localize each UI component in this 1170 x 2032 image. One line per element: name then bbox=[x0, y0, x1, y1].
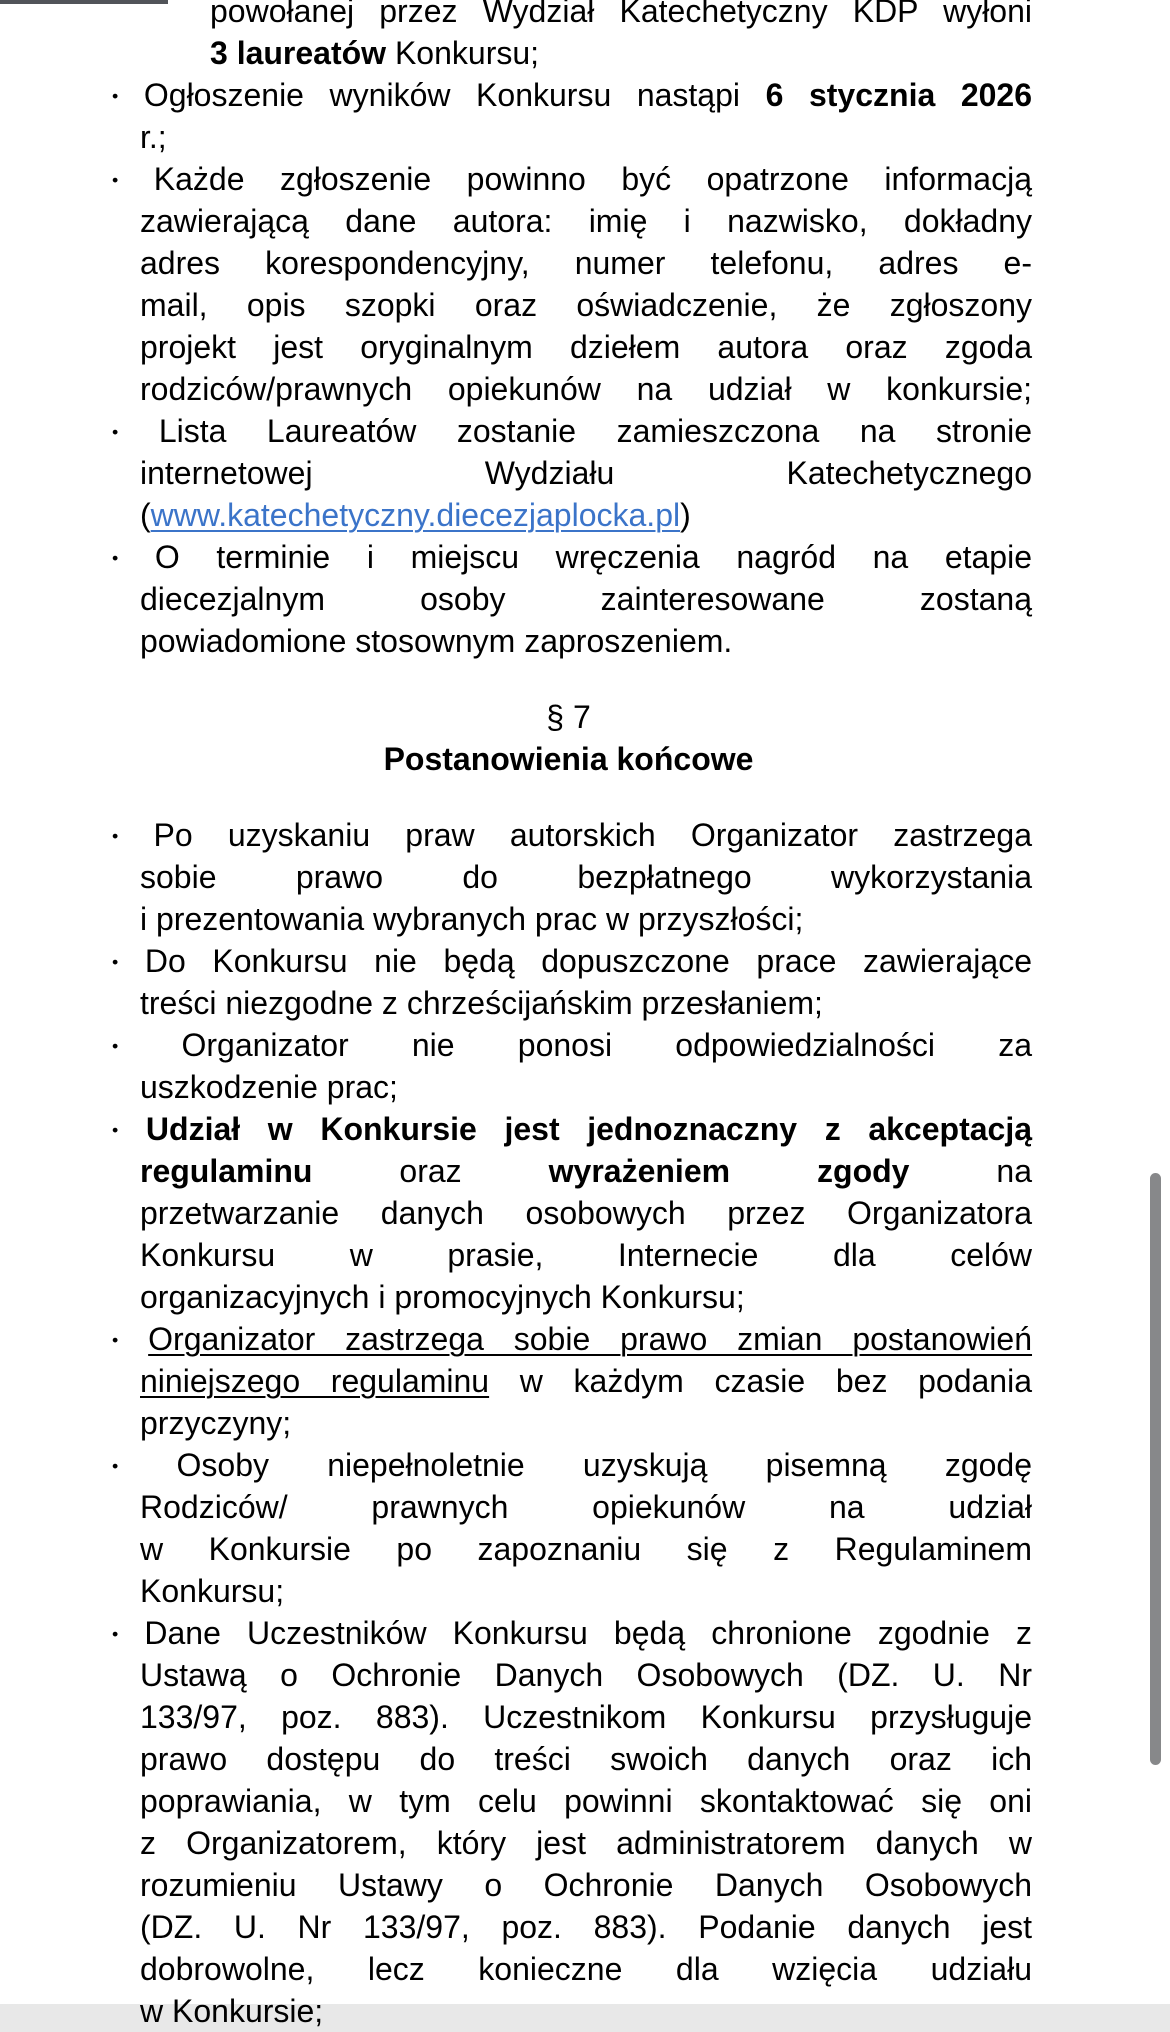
bullet-item-submission-info-line bbox=[105, 326, 1032, 368]
bullet-item-rule-changes-line bbox=[105, 1318, 1032, 1360]
blank-line bbox=[105, 780, 1032, 814]
text-segment: rozumieniu Ustawy o Ochronie Danych Osobowych bbox=[140, 1867, 1032, 1903]
bullet-item-data-protection-line bbox=[105, 1738, 1032, 1780]
text-segment: ( bbox=[140, 497, 151, 533]
bullet-item-minors-consent-line bbox=[105, 1486, 1032, 1528]
bullet-item-acceptance-line bbox=[105, 1192, 1032, 1234]
text-segment: w Konkursie; bbox=[140, 1993, 324, 2029]
bullet-item-awards-ceremony-line bbox=[105, 578, 1032, 620]
bullet-marker-icon: • bbox=[112, 1036, 119, 1057]
bullet-item-acceptance-line bbox=[105, 1150, 1032, 1192]
bullet-item-content-restrictions-line bbox=[105, 940, 1032, 982]
bullet-item-laureates-list-line bbox=[105, 410, 1032, 452]
bullet-item-data-protection-line bbox=[105, 1696, 1032, 1738]
text-segment: w każdym czasie bez podania bbox=[489, 1363, 1032, 1399]
text-segment: niniejszego regulaminu bbox=[140, 1363, 490, 1399]
text-segment: Rodziców/ prawnych opiekunów na udział bbox=[140, 1489, 1032, 1525]
blank-line bbox=[105, 662, 1032, 696]
text-segment: projekt jest oryginalnym dziełem autora oraz zgoda bbox=[140, 329, 1032, 365]
document-body bbox=[105, 0, 1032, 2032]
bullet-item-submission-info-line bbox=[105, 368, 1032, 410]
bullet-marker-icon: • bbox=[112, 952, 119, 973]
bullet-marker-icon: • bbox=[112, 548, 119, 569]
bullet-marker-icon: • bbox=[112, 1330, 119, 1351]
bullet-item-submission-info-line bbox=[105, 158, 1032, 200]
text-segment: i prezentowania wybranych prac w przyszłości; bbox=[140, 901, 804, 937]
bullet-item-submission-info-line bbox=[105, 242, 1032, 284]
bullet-item-data-protection-line bbox=[105, 1612, 1032, 1654]
section-number-line bbox=[105, 696, 1032, 738]
bullet-item-minors-consent-line bbox=[105, 1444, 1032, 1486]
text-segment: rodziców/prawnych opiekunów na udział w konkursie; bbox=[140, 371, 1032, 407]
text-segment: wyrażeniem zgody bbox=[548, 1153, 910, 1189]
bullet-item-results-line bbox=[105, 74, 1032, 116]
website-link[interactable]: www.katechetyczny.diecezjaplocka.pl bbox=[150, 497, 681, 533]
bullet-item-submission-info-line bbox=[105, 284, 1032, 326]
text-segment: sobie prawo do bezpłatnego wykorzystania bbox=[140, 859, 1032, 895]
text-segment: mail, opis szopki oraz oświadczenie, że zgłoszony bbox=[140, 287, 1032, 323]
text-segment: powiadomione stosownym zaproszeniem. bbox=[140, 623, 733, 659]
text-segment: (DZ. U. Nr 133/97, poz. 883). Podanie danych jest bbox=[140, 1909, 1032, 1945]
text-segment: powołanej przez Wydział Katechetyczny KDP wyłoni bbox=[210, 0, 1032, 29]
bullet-marker-icon: • bbox=[112, 1624, 119, 1645]
bullet-item-data-protection-line bbox=[105, 1822, 1032, 1864]
text-segment: Po uzyskaniu praw autorskich Organizator zastrzega bbox=[153, 817, 1033, 853]
top-edge-bar bbox=[0, 0, 168, 4]
text-segment: przyczyny; bbox=[140, 1405, 292, 1441]
text-segment: ) bbox=[680, 497, 691, 533]
bullet-item-data-protection-line bbox=[105, 1948, 1032, 1990]
text-segment: w Konkursie po zapoznaniu się z Regulaminem bbox=[140, 1531, 1032, 1567]
text-segment: internetowej Wydziału Katechetycznego bbox=[140, 455, 1032, 491]
bullet-item-data-protection-line bbox=[105, 1654, 1032, 1696]
text-segment: r.; bbox=[140, 119, 167, 155]
bullet-marker-icon: • bbox=[112, 1456, 119, 1477]
text-segment: Organizator zastrzega sobie prawo zmian postanowień bbox=[148, 1321, 1033, 1357]
bullet-marker-icon: • bbox=[112, 1120, 119, 1141]
text-segment: Każde zgłoszenie powinno być opatrzone informacją bbox=[153, 161, 1033, 197]
text-segment: poprawiania, w tym celu powinni skontaktować się oni bbox=[140, 1783, 1032, 1819]
text-segment: Organizator nie ponosi odpowiedzialności za bbox=[181, 1027, 1032, 1063]
text-segment: § 7 bbox=[546, 699, 591, 735]
scrollbar-thumb[interactable] bbox=[1150, 1173, 1161, 1765]
text-segment: 133/97, poz. 883). Uczestnikom Konkursu przysługuje bbox=[140, 1699, 1032, 1735]
text-segment: Dane Uczestników Konkursu będą chronione zgodnie z bbox=[144, 1615, 1033, 1651]
bullet-marker-icon: • bbox=[112, 826, 119, 847]
bullet-item-minors-consent-line bbox=[105, 1528, 1032, 1570]
bullet-item-acceptance-line bbox=[105, 1234, 1032, 1276]
text-segment: Ogłoszenie wyników Konkursu nastąpi bbox=[143, 77, 766, 113]
text-segment: Konkursu w prasie, Internecie dla celów bbox=[140, 1237, 1032, 1273]
bullet-item-liability-line bbox=[105, 1024, 1032, 1066]
text-segment: O terminie i miejscu wręczenia nagród na etapie bbox=[154, 539, 1033, 575]
bullet-item-rule-changes-line bbox=[105, 1360, 1032, 1402]
text-segment: Lista Laureatów zostanie zamieszczona na stronie bbox=[158, 413, 1033, 449]
section-title-line bbox=[105, 738, 1032, 780]
bullet-item-data-protection-line bbox=[105, 1906, 1032, 1948]
bullet-item-acceptance-line bbox=[105, 1108, 1032, 1150]
text-segment: regulaminu bbox=[140, 1153, 313, 1189]
bullet-item-submission-info-line bbox=[105, 200, 1032, 242]
text-segment: oraz bbox=[312, 1153, 549, 1189]
text-segment: zawierającą dane autora: imię i nazwisko, dokładny bbox=[140, 203, 1032, 239]
bullet-marker-icon: • bbox=[112, 86, 119, 107]
text-segment: Udział w Konkursie jest jednoznaczny z akceptacją bbox=[145, 1111, 1032, 1147]
paragraph-continuation-line bbox=[105, 0, 1032, 32]
text-segment: adres korespondencyjny, numer telefonu, adres e- bbox=[140, 245, 1032, 281]
bullet-marker-icon: • bbox=[112, 422, 119, 443]
bullet-item-awards-ceremony-line bbox=[105, 536, 1032, 578]
bullet-item-copyright-use-line bbox=[105, 856, 1032, 898]
bullet-item-data-protection-line bbox=[105, 1864, 1032, 1906]
text-segment: z Organizatorem, który jest administratorem danych w bbox=[140, 1825, 1032, 1861]
text-segment: Do Konkursu nie będą dopuszczone prace zawierające bbox=[144, 943, 1033, 979]
text-segment: Osoby niepełnoletnie uzyskują pisemną zgodę bbox=[176, 1447, 1032, 1483]
bullet-item-laureates-list-line bbox=[105, 452, 1032, 494]
bullet-item-data-protection-line bbox=[105, 1780, 1032, 1822]
text-segment: diecezjalnym osoby zainteresowane zostaną bbox=[140, 581, 1032, 617]
text-segment: na bbox=[909, 1153, 1033, 1189]
text-segment: treści niezgodne z chrześcijańskim przesłaniem; bbox=[140, 985, 823, 1021]
text-segment: Postanowienia końcowe bbox=[383, 741, 754, 777]
text-segment: Konkursu; bbox=[386, 35, 540, 71]
text-segment: uszkodzenie prac; bbox=[140, 1069, 398, 1105]
bullet-item-copyright-use-line bbox=[105, 814, 1032, 856]
bullet-marker-icon: • bbox=[112, 170, 119, 191]
text-segment: Ustawą o Ochronie Danych Osobowych (DZ. U. Nr bbox=[140, 1657, 1032, 1693]
text-segment: prawo dostępu do treści swoich danych oraz ich bbox=[140, 1741, 1032, 1777]
text-segment: Konkursu; bbox=[140, 1573, 285, 1609]
text-segment: organizacyjnych i promocyjnych Konkursu; bbox=[140, 1279, 745, 1315]
text-segment: 6 stycznia 2026 bbox=[765, 77, 1033, 113]
text-segment: przetwarzanie danych osobowych przez Organizatora bbox=[140, 1195, 1032, 1231]
text-segment: 3 laureatów bbox=[210, 35, 387, 71]
text-segment: dobrowolne, lecz konieczne dla wzięcia udziału bbox=[140, 1951, 1032, 1987]
